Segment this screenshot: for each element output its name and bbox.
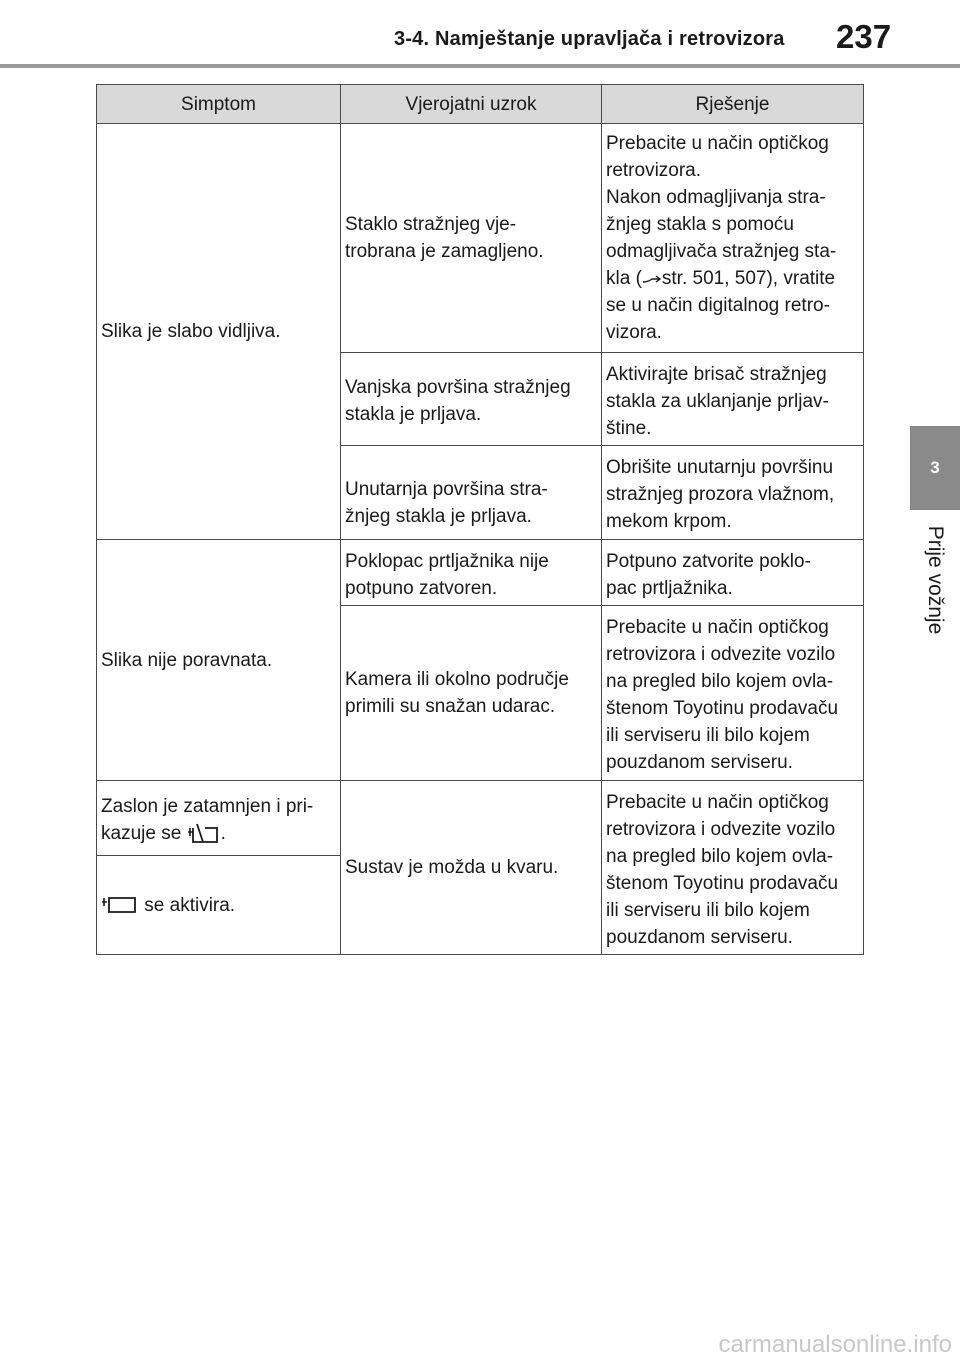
chapter-tab <box>910 426 960 510</box>
column-header-solution: Rješenje <box>602 85 864 124</box>
cause-cell <box>341 606 602 781</box>
symptom-text: Slika nije poravnata. <box>101 649 273 671</box>
table-row <box>97 781 864 856</box>
solution-text-continued: se u način digitalnog retro- vizora. <box>606 295 830 343</box>
solution-cell <box>602 124 864 353</box>
table-row <box>97 540 864 606</box>
solution-cell <box>602 781 864 955</box>
cause-cell <box>341 124 602 353</box>
symptom-cell <box>97 781 341 856</box>
symptom-text-suffix: se aktivira. <box>144 894 236 916</box>
cause-text: Staklo stražnjeg vje- trobrana je zamagljeno. <box>345 214 544 262</box>
symptom-cell <box>97 124 341 540</box>
column-header-cause: Vjerojatni uzrok <box>341 85 602 124</box>
camera-indicator-icon <box>101 894 139 916</box>
solution-cell <box>602 540 864 606</box>
page-number: 237 <box>836 18 892 55</box>
chapter-number: 3 <box>930 458 940 477</box>
table-row <box>97 124 864 353</box>
cause-text: Unutarnja površina stra- žnjeg stakla je prljava. <box>345 478 548 527</box>
table-header-row <box>97 85 864 124</box>
solution-text: Prebacite u način optičkog retrovizora i odvezite vozilo na pregled bilo kojem ovla- štenom Toyotinu prodavaču ili serviseru ili bilo kojem pouzdanom serviseru. <box>606 617 839 773</box>
solution-text: Prebacite u način optičkog retrovizora i odvezite vozilo na pregled bilo kojem ovla- štenom Toyotinu prodavaču ili serviseru ili bilo kojem pouzdanom serviseru. <box>606 791 839 948</box>
cause-cell <box>341 353 602 446</box>
cause-cell <box>341 781 602 955</box>
cause-cell <box>341 540 602 606</box>
cause-cell <box>341 446 602 540</box>
solution-text: Aktivirajte brisač stražnjeg stakla za uklanjanje prljav- štine. <box>606 363 829 439</box>
solution-cell <box>602 446 864 540</box>
solution-text: Prebacite u način optičkog retrovizora. Nakon odmagljivanja stra- žnjeg stakla s pomoću odmagljivača stražnjeg sta- kla ( <box>606 133 837 289</box>
solution-text: Obrišite unutarnju površinu stražnjeg prozora vlažnom, mekom krpom. <box>606 457 835 532</box>
header-divider <box>0 64 960 68</box>
solution-reference: str. 501, 507), vratite <box>661 268 836 289</box>
symptom-text-suffix: . <box>220 823 226 844</box>
cause-text: Sustav je možda u kvaru. <box>345 857 559 878</box>
cause-text: Vanjska površina stražnjeg stakla je prljava. <box>345 377 571 425</box>
troubleshooting-table <box>96 84 864 955</box>
camera-fault-warning-icon <box>187 822 221 846</box>
symptom-cell <box>97 856 341 955</box>
reference-arrow-icon <box>642 273 662 285</box>
cause-text: Poklopac prtljažnika nije potpuno zatvoren. <box>345 550 549 599</box>
solution-cell <box>602 606 864 781</box>
solution-text: Potpuno zatvorite poklo- pac prtljažnika. <box>606 550 811 599</box>
chapter-label: Prije vožnje <box>924 525 947 635</box>
symptom-cell <box>97 540 341 781</box>
watermark: carmanualsonline.info <box>718 1331 952 1358</box>
symptom-text-prefix: kazuje se <box>101 823 182 844</box>
symptom-text: Slika je slabo vidljiva. <box>101 321 281 342</box>
solution-cell <box>602 353 864 446</box>
section-title: 3-4. Namještanje upravljača i retrovizora <box>394 28 785 50</box>
column-header-symptom: Simptom <box>97 85 341 124</box>
cause-text: Kamera ili okolno područje primili su snažan udarac. <box>345 669 569 717</box>
symptom-text: Zaslon je zatamnjen i pri- <box>101 796 314 817</box>
